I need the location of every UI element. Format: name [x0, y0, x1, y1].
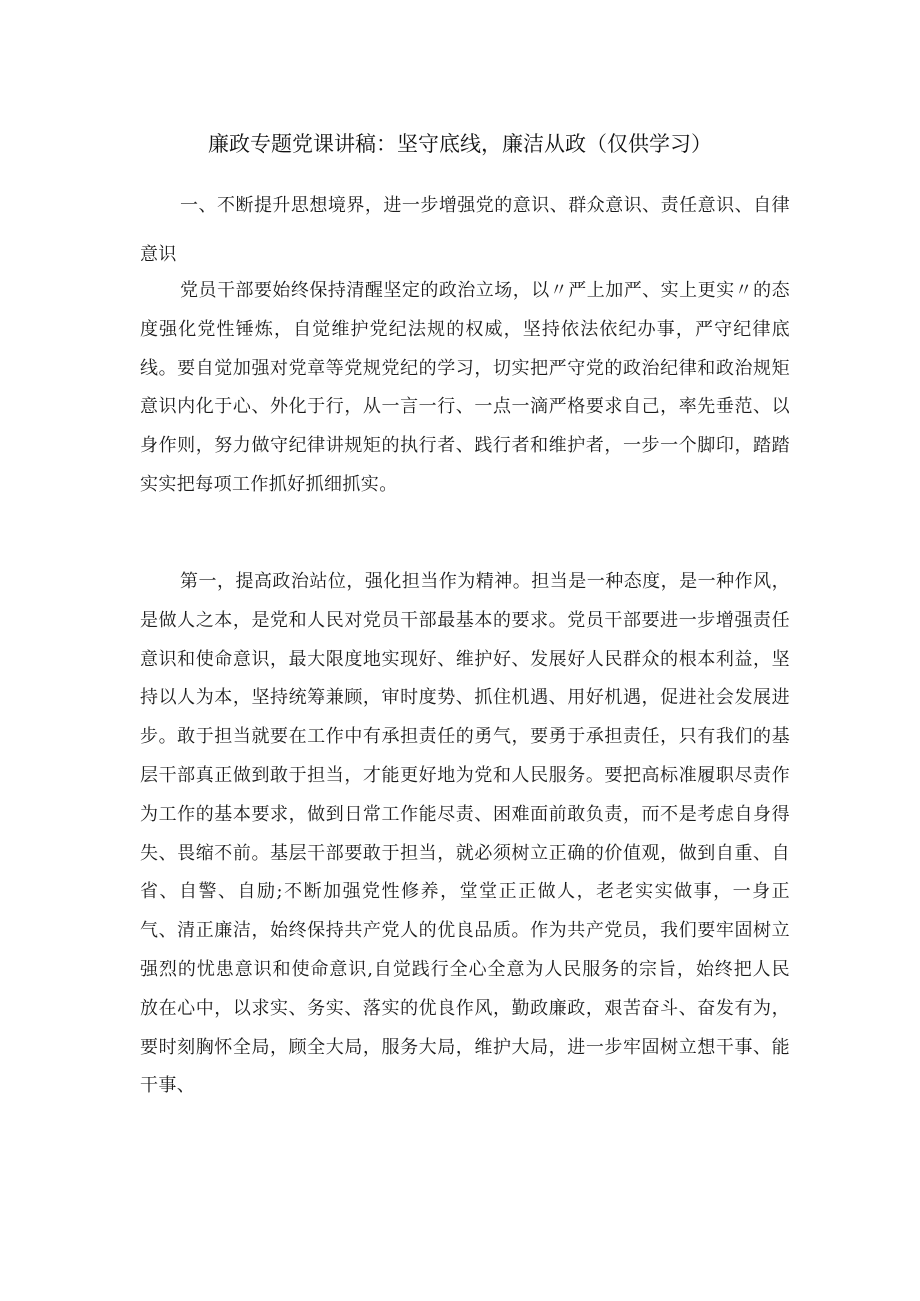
section-heading: 一、不断提升思想境界，进一步增强党的意识、群众意识、责任意识、自律意识	[140, 195, 790, 265]
document-title: 廉政专题党课讲稿：坚守底线，廉洁从政（仅供学习）	[208, 132, 712, 156]
body-paragraph-1: 党员干部要始终保持清醒坚定的政治立场，以〃严上加严、实上更实〃的态度强化党性锤炼，自觉维护党纪法规的权威，坚持依法依纪办事，严守纪律底线。要自觉加强对党章等党规党纪的学习，切实把严守党的政治纪律和政治规矩意识内化于心、外化于行，从一言一行、一点一滴严格要求自己，率先垂范、以身作则，努力做守纪律讲规矩的执行者、践行者和维护者，一步一个脚印，踏踏实实把每项工作抓好抓细抓实。	[140, 280, 790, 495]
body-paragraph-2: 第一，提高政治站位，强化担当作为精神。担当是一种态度，是一种作风，是做人之本，是党和人民对党员干部最基本的要求。党员干部要进一步增强责任意识和使命意识，最大限度地实现好、维护好、发展好人民群众的根本利益，坚持以人为本，坚持统筹兼顾，审时度势、抓住机遇、用好机遇，促进社会发展进步。敢于担当就要在工作中有承担责任的勇气，要勇于承担责任，只有我们的基层干部真正做到敢于担当，才能更好地为党和人民服务。要把高标准履职尽责作为工作的基本要求，做到日常工作能尽责、困难面前敢负责，而不是考虑自身得失、畏缩不前。基层干部要敢于担当，就必须树立正确的价值观，做到自重、自省、自警、自励;不断加强党性修养，堂堂正正做人，老老实实做事，一身正气、清正廉洁，始终保持共产党人的优良品质。作为共产党员，我们要牢固树立强烈的忧患意识和使命意识,自觉践行全心全意为人民服务的宗旨，始终把人民放在心中，以求实、务实、落实的优良作风，勤政廉政，艰苦奋斗、奋发有为，要时刻胸怀全局，顾全大局，服务大局，维护大局，进一步牢固树立想干事、能干事、	[140, 571, 790, 1097]
